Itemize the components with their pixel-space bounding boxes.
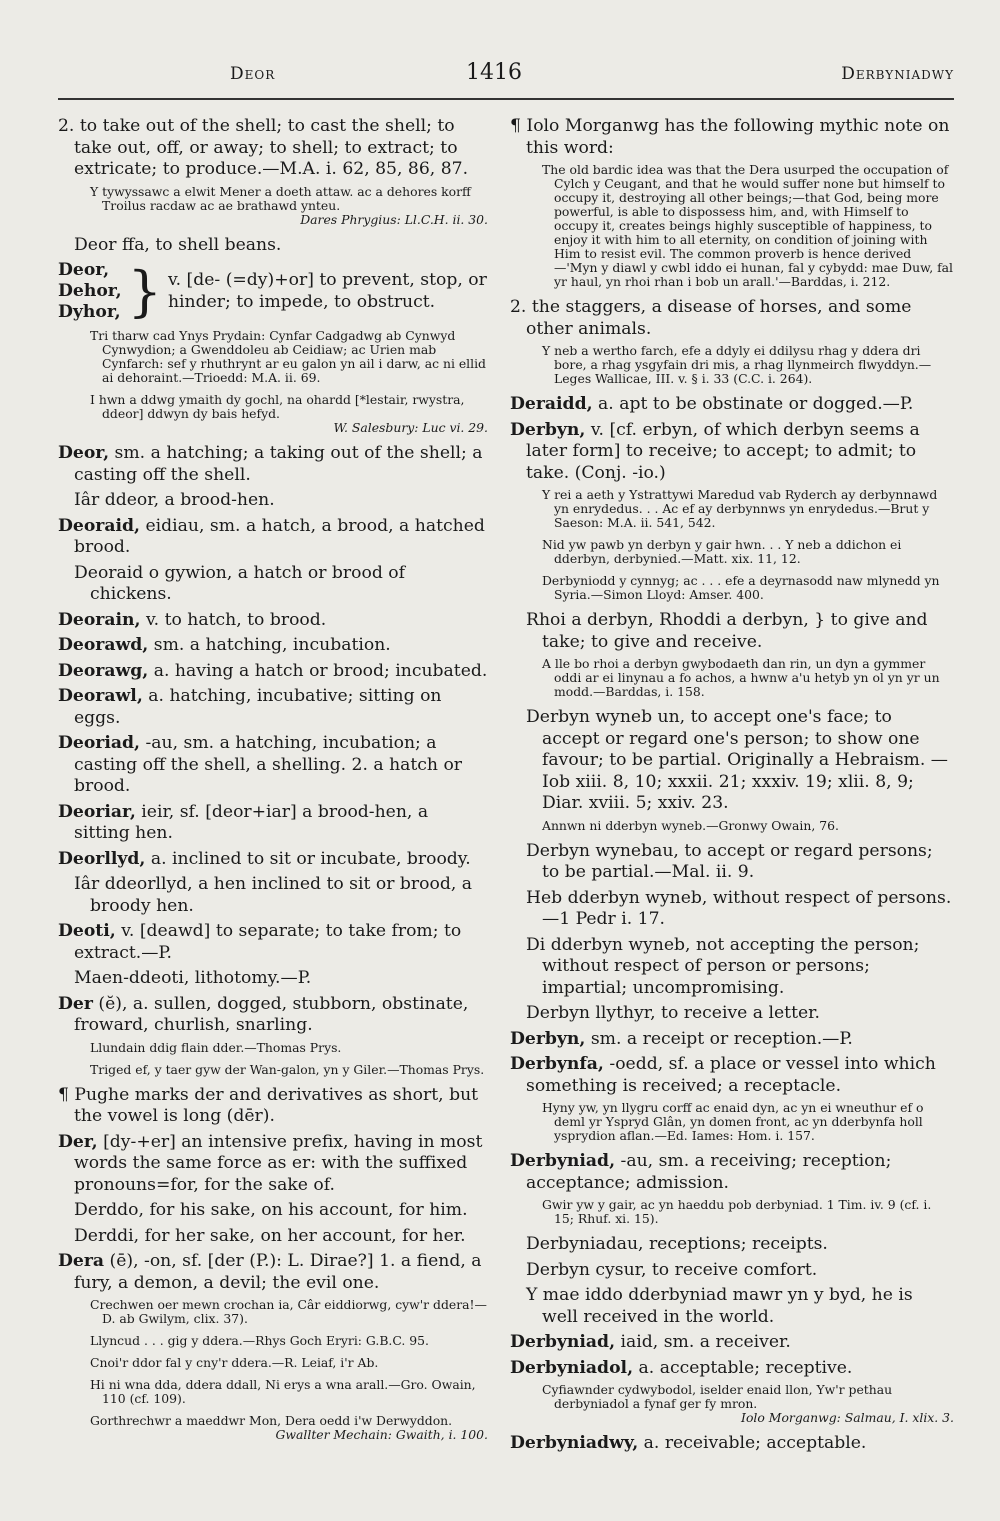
citation-quote: [90, 1063, 488, 1077]
entry-definition: [dy-+er] an intensive prefix, having in most words the same force as er: with the suffixed pronouns=for, for the sake of.: [74, 1131, 483, 1195]
phrase-subentry: Y mae iddo dderbyniad mawr yn y byd, he is well received in the world.: [526, 1285, 913, 1327]
phrase-subentry: Derddo, for his sake, on his account, for him.: [74, 1200, 468, 1220]
dictionary-entry: [510, 1151, 954, 1194]
sense-paragraph: 2. the staggers, a disease of horses, and some other animals.: [510, 297, 912, 339]
page-header: [58, 60, 954, 94]
entry-definition: a. acceptable; receptive.: [633, 1357, 853, 1378]
dictionary-entry: [510, 1358, 954, 1380]
entry-headword: Derbyn,: [510, 419, 586, 440]
entry-headword: Derbyniadwy,: [510, 1433, 639, 1453]
entry-definition: (ĕ), a. sullen, dogged, stubborn, obstinate, froward, churlish, snarling.: [74, 993, 469, 1035]
phrase-subentry: Derbyn llythyr, to receive a letter.: [526, 1003, 820, 1023]
quote-text: Nid yw pawb yn derbyn y gair hwn. . . Y neb a ddichon ei dderbyn, derbynied.—Matt. xix. 11, 12.: [542, 537, 902, 566]
dictionary-entry: [58, 1251, 488, 1294]
phrase-subentry: Heb dderbyn wyneb, without respect of persons. —1 Pedr i. 17.: [526, 887, 952, 929]
quote-text: Hyny yw, yn llygru corff ac enaid dyn, ac yn ei wneuthur ef o deml yr Yspryd Glân, yn domen front, ac yn dderbynfa holl ysprydion aflan.—Ed. Iames: Hom. i. 157.: [542, 1100, 924, 1143]
entry-headword: Deorain,: [58, 609, 141, 630]
entry-definition: eidiau, sm. a hatch, a brood, a hatched brood.: [74, 515, 485, 557]
phrase-subentry: Derbyniadau, receptions; receipts.: [526, 1234, 828, 1254]
entry-definition: a. receivable; acceptable.: [638, 1433, 867, 1453]
quote-text: The old bardic idea was that the Dera usurped the occupation of Cylch y Ceugant, and that he would suffer none but himself to occupy it, destroying all other beings;—that God, being more powerful, is able to dispossess him, and, with Himself to occupy it, creates beings highly susceptible of happiness, to enjoy it with him to all eternity, on condition of joining with Him to resist evil. The common proverb is hence derived—'Myn y diawl y cwbl iddo ei hunan, fal y cybydd: mae Duw, fal yr haul, yn rhoi rhan i bob un arall.'—Barddas, i. 212.: [542, 162, 954, 289]
phrase-subentry: Iâr ddeorllyd, a hen inclined to sit or brood, a broody hen.: [74, 874, 472, 916]
dictionary-entry: [510, 420, 954, 485]
quote-text: Derbyniodd y cynnyg; ac . . . efe a deyrnasodd naw mlynedd yn Syria.—Simon Lloyd: Amser. 400.: [542, 573, 940, 602]
dictionary-entry: [58, 610, 488, 632]
entry-definition: -oedd, sf. a place or vessel into which something is received; a receptacle.: [526, 1054, 936, 1096]
citation-quote: [542, 819, 954, 833]
citation-quote: [90, 1378, 488, 1406]
quote-text: Y rei a aeth y Ystrattywi Maredud vab Ryderch ay derbynnawd yn enrydedus. . . Ac ef ay derbynnws yn enrydedus.—Brut y Saeson: M.A. ii. 541, 542.: [542, 487, 938, 530]
quote-source: Iolo Morganwg: Salmau, I. xlix. 3.: [741, 1410, 954, 1425]
citation-quote: [542, 163, 954, 289]
entry-definition: -au, sm. a hatching, incubation; a casting off the shell, a shelling. 2. a hatch or brood.: [74, 733, 463, 796]
sense-paragraph: 2. to take out of the shell; to cast the shell; to take out, off, or away; to shell; to extract; to extricate; to produce.—M.A. i. 62, 85, 86, 87.: [58, 116, 469, 179]
entry-headword: Derbyn,: [510, 1028, 586, 1049]
citation-quote: [90, 1414, 488, 1442]
entry-definition: sm. a hatching, incubation.: [148, 635, 391, 655]
dictionary-entry: [58, 733, 488, 798]
entry-definition: v. [de- (=dy)+or] to prevent, stop, or hinder; to impede, to obstruct.: [167, 270, 487, 312]
quote-text: Cnoi'r ddor fal y cny'r ddera.—R. Leiaf, i'r Ab.: [90, 1355, 379, 1370]
entry-headword: Dehor,: [58, 281, 122, 301]
phrase-subentry: Iâr ddeor, a brood-hen.: [74, 490, 275, 510]
grouped-headwords: [58, 260, 122, 323]
dictionary-entry: [58, 661, 488, 683]
entry-definition: v. [cf. erbyn, of which derbyn seems a later form] to receive; to accept; to admit; to take. (Conj. -io.): [526, 419, 920, 483]
dictionary-entry: [510, 1332, 954, 1354]
entry-definition: v. [deawd] to separate; to take from; to extract.—P.: [74, 921, 462, 963]
phrase-subentry: Derbyn wynebau, to accept or regard persons; to be partial.—Mal. ii. 9.: [526, 840, 933, 882]
quote-text: Tri tharw cad Ynys Prydain: Cynfar Cadgadwg ab Cynwyd Cynwydion; a Gwenddoleu ab Ceidiaw; ac Urien mab Cynfarch: sef y rhuthrynt ar eu galon yn ail i darw, ac ni ellid ai dehoraint.—Trioedd: M.A. ii. 69.: [90, 328, 486, 385]
brace-glyph: }: [127, 259, 162, 323]
citation-quote: [90, 1298, 488, 1326]
quote-text: Cyfiawnder cydwybodol, iselder enaid llon, Yw'r pethau derbyniadol a fynaf ger fy mron.: [542, 1382, 893, 1411]
citation-quote: [542, 344, 954, 386]
citation-quote: [90, 1334, 488, 1348]
dictionary-entry: [58, 849, 488, 871]
citation-quote: [90, 329, 488, 385]
entry-definition: (ē), -on, sf. [der (P.): L. Dirae?] 1. a fiend, a fury, a demon, a devil; the evil one.: [74, 1251, 482, 1293]
entry-headword: Deor,: [58, 260, 110, 280]
entry-headword: Deoriad,: [58, 733, 141, 753]
header-right-guideword: Derbyniadwy: [841, 64, 954, 84]
phrase-subentry: Derddi, for her sake, on her account, for her.: [74, 1225, 466, 1246]
citation-quote: [90, 393, 488, 435]
grouped-entry: [58, 260, 488, 323]
entry-definition: -au, sm. a receiving; reception; acceptance; admission.: [526, 1151, 892, 1193]
dictionary-entry: [58, 443, 488, 486]
entry-definition: sm. a hatching; a taking out of the shell; a casting off the shell.: [74, 443, 483, 485]
dictionary-entry: [58, 686, 488, 729]
dictionary-entry: [58, 635, 488, 657]
phrase-subentry: Deoraid o gywion, a hatch or brood of chickens.: [74, 562, 406, 604]
citation-quote: [542, 1383, 954, 1425]
entry-headword: Derbyniad,: [510, 1332, 616, 1352]
quote-text: Crechwen oer mewn crochan ia, Câr eiddiorwg, cyw'r ddera!—D. ab Gwilym, clix. 37).: [90, 1297, 487, 1326]
phrase-subentry: Rhoi a derbyn, Rhoddi a derbyn, } to give and take; to give and receive.: [526, 610, 928, 652]
phrase-subentry: Deor ffa, to shell beans.: [74, 234, 282, 255]
entry-headword: Derbyniadol,: [510, 1357, 634, 1378]
dictionary-entry: [510, 1054, 954, 1097]
quote-source: Gwallter Mechain: Gwaith, i. 100.: [275, 1427, 488, 1442]
entry-headword: Deorawd,: [58, 635, 149, 655]
entry-headword: Derbyniad,: [510, 1151, 616, 1171]
citation-quote: [90, 1356, 488, 1370]
entry-headword: Dyhor,: [58, 302, 121, 322]
dictionary-entry: [58, 921, 488, 964]
quote-text: Gwir yw y gair, ac yn haeddu pob derbyniad. 1 Tim. iv. 9 (cf. i. 15; Rhuf. xi. 15).: [542, 1197, 932, 1226]
entry-headword: Der,: [58, 1131, 98, 1152]
sense-paragraph: ¶ Pughe marks der and derivatives as short, but the vowel is long (dēr).: [58, 1084, 479, 1126]
entry-headword: Deorllyd,: [58, 848, 146, 869]
left-column: [58, 116, 488, 1450]
entry-headword: Der: [58, 993, 93, 1014]
quote-text: Annwn ni dderbyn wyneb.—Gronwy Owain, 76.: [542, 817, 839, 833]
quote-source: Dares Phrygius: Ll.C.H. ii. 30.: [300, 211, 488, 227]
entry-definition: ieir, sf. [deor+iar] a brood-hen, a sitting hen.: [74, 801, 429, 843]
phrase-subentry: Di dderbyn wyneb, not accepting the person; without respect of person or persons; impartial; uncompromising.: [526, 934, 920, 998]
phrase-subentry: Maen-ddeoti, lithotomy.—P.: [74, 968, 312, 988]
entry-headword: Deoriar,: [58, 801, 136, 822]
entry-headword: Deorawl,: [58, 686, 143, 706]
citation-quote: [542, 1198, 954, 1226]
citation-quote: [90, 1041, 488, 1055]
dictionary-entry: [510, 1433, 954, 1455]
dictionary-entry: [58, 1132, 488, 1197]
citation-quote: [542, 538, 954, 566]
sense-paragraph: ¶ Iolo Morganwg has the following mythic note on this word:: [510, 116, 950, 158]
right-column: [510, 116, 954, 1459]
citation-quote: [542, 574, 954, 602]
quote-text: Gorthrechwr a maeddwr Mon, Dera oedd i'w Derwyddon.: [90, 1413, 453, 1428]
dictionary-entry: [510, 394, 954, 416]
quote-text: A lle bo rhoi a derbyn gwybodaeth dan rin, un dyn a gymmer oddi ar ei linynau a fo achos, a hwnw a'u hetyb yn ol yn yr un modd.—Barddas, i. 158.: [542, 656, 940, 699]
header-left-guideword: Deor: [230, 64, 276, 84]
quote-text: I hwn a ddwg ymaith dy gochl, na ohardd [*lestair, rwystra, ddeor] ddwyn dy bais hefyd.: [90, 392, 465, 421]
entry-headword: Deoti,: [58, 921, 116, 941]
phrase-subentry: Derbyn cysur, to receive comfort.: [526, 1259, 818, 1280]
dictionary-entry: [58, 516, 488, 559]
entry-definition: a. apt to be obstinate or dogged.—P.: [592, 394, 914, 414]
phrase-subentry: Derbyn wyneb un, to accept one's face; to accept or regard one's person; to show one favour; to be partial. Originally a Hebraism. —Iob xiii. 8, 10; xxxii. 21; xxxiv. 19; xlii. 8, 9; Diar. xviii. 5; xxiv. 23.: [526, 707, 948, 813]
entry-definition: sm. a receipt or reception.—P.: [585, 1028, 853, 1049]
quote-text: Llyncud . . . gig y ddera.—Rhys Goch Eryri: G.B.C. 95.: [90, 1333, 429, 1348]
entry-definition: v. to hatch, to brood.: [140, 609, 327, 630]
quote-text: Triged ef, y taer gyw der Wan-galon, yn y Giler.—Thomas Prys.: [90, 1061, 485, 1077]
dictionary-entry: [510, 1029, 954, 1051]
quote-source: W. Salesbury: Luc vi. 29.: [333, 420, 488, 435]
entry-definition: a. hatching, incubative; sitting on eggs.: [74, 686, 442, 728]
entry-definition: a. inclined to sit or incubate, broody.: [145, 848, 471, 869]
citation-quote: [542, 1101, 954, 1143]
entry-definition: iaid, sm. a receiver.: [615, 1332, 791, 1352]
quote-text: Y neb a wertho farch, efe a ddyly ei ddilysu rhag y ddera dri bore, a rhag ysgyfain dri mis, a rhag llynmeirch flwyddyn.—Leges Wallicae, III. v. § i. 33 (C.C. i. 264).: [542, 343, 932, 386]
entry-headword: Deor,: [58, 443, 110, 463]
header-rule: [58, 98, 954, 100]
quote-text: Y tywyssawc a elwit Mener a doeth attaw. ac a dehores korff Troilus racdaw ac ae brathawd ynteu.: [90, 183, 471, 213]
page-number: 1416: [466, 60, 522, 85]
dictionary-entry: [58, 802, 488, 845]
citation-quote: [90, 185, 488, 227]
dictionary-entry: [58, 994, 488, 1037]
citation-quote: [542, 488, 954, 530]
entry-headword: Deorawg,: [58, 660, 149, 681]
entry-headword: Dera: [58, 1251, 105, 1271]
citation-quote: [542, 657, 954, 699]
entry-definition: a. having a hatch or brood; incubated.: [148, 660, 488, 681]
quote-text: Llundain ddig flain dder.—Thomas Prys.: [90, 1039, 342, 1055]
entry-headword: Deoraid,: [58, 515, 141, 536]
entry-headword: Derbynfa,: [510, 1054, 604, 1074]
entry-headword: Deraidd,: [510, 394, 593, 414]
quote-text: Hi ni wna dda, ddera ddall, Ni erys a wna arall.—Gro. Owain, 110 (cf. 109).: [90, 1377, 476, 1406]
